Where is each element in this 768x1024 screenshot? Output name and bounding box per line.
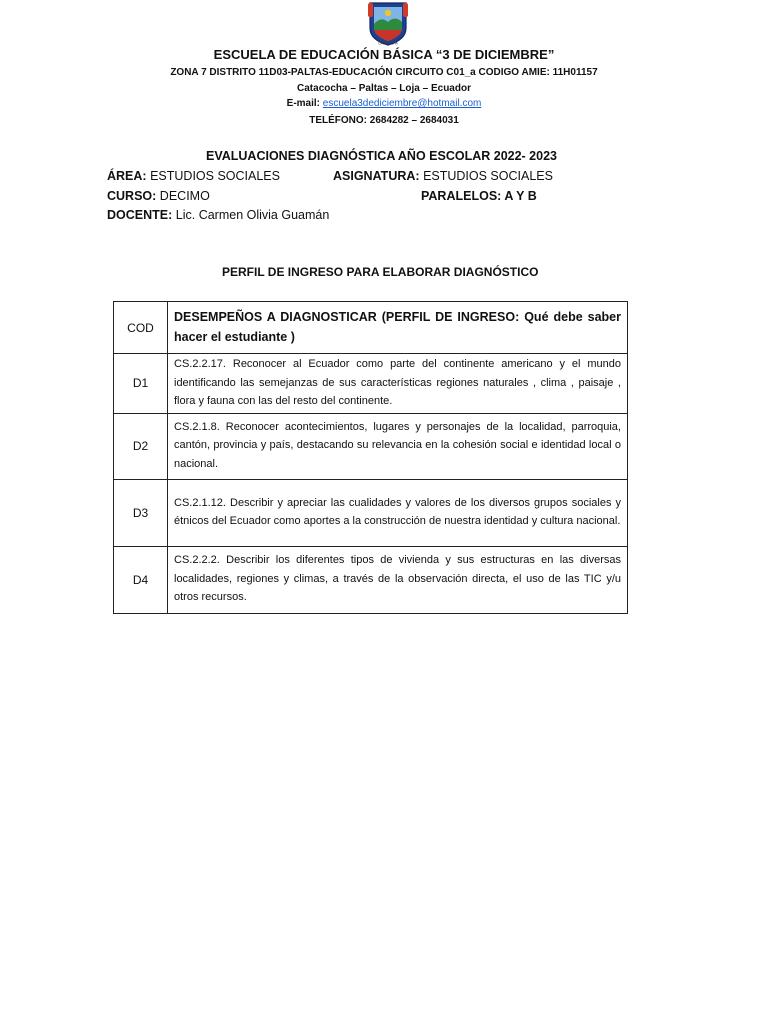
row-cod: D2: [114, 413, 168, 479]
evaluation-title: EVALUACIONES DIAGNÓSTICA AÑO ESCOLAR 2022- 2023: [206, 149, 557, 163]
row-cod: D4: [114, 546, 168, 613]
perfil-title: PERFIL DE INGRESO PARA ELABORAR DIAGNÓSTICO: [222, 265, 539, 279]
asignatura-field: [333, 169, 553, 183]
email-label: E-mail:: [286, 98, 320, 109]
paralelos-field: PARALELOS: A Y B: [421, 189, 537, 203]
area-field: [107, 169, 280, 183]
email-link[interactable]: escuela3dediciembre@hotmail.com: [322, 98, 482, 109]
email-line: [0, 98, 768, 109]
curso-field: [107, 189, 210, 203]
header-desempenos: DESEMPEÑOS A DIAGNOSTICAR (PERFIL DE INGRESO: Qué debe saber hacer el estudiante ): [168, 302, 628, 354]
docente-value: Lic. Carmen Olivia Guamán: [175, 208, 330, 222]
table-row: [114, 546, 628, 613]
row-cod: D1: [114, 354, 168, 414]
asignatura-label: ASIGNATURA:: [333, 169, 420, 183]
asignatura-value: ESTUDIOS SOCIALES: [423, 169, 553, 183]
school-name: ESCUELA DE EDUCACIÓN BÁSICA “3 DE DICIEMBRE”: [213, 47, 555, 62]
row-cod: D3: [114, 479, 168, 546]
docente-field: [107, 208, 329, 222]
table-header-row: [114, 302, 628, 354]
row-desempeno: CS.2.2.17. Reconocer al Ecuador como parte del continente americano y el mundo identificando las semejanzas de sus características regiones naturales , clima , paisaje , flora y fauna con las del resto del continente.: [168, 354, 628, 414]
phone-line: TELÉFONO: 2684282 – 2684031: [309, 115, 459, 126]
logo-caption: CATACOCHA: [378, 41, 398, 46]
area-label: ÁREA:: [107, 169, 147, 183]
curso-value: DECIMO: [159, 189, 210, 203]
curso-label: CURSO:: [107, 189, 157, 203]
row-desempeno: CS.2.1.8. Reconocer acontecimientos, lugares y personajes de la localidad, parroquia, cantón, provincia y país, destacando su relevancia en la cohesión social e identidad local o nacional.: [168, 413, 628, 479]
area-value: ESTUDIOS SOCIALES: [150, 169, 280, 183]
header-cod: COD: [114, 302, 168, 354]
row-desempeno: CS.2.2.2. Describir los diferentes tipos de vivienda y sus estructuras en las diversas localidades, regiones y climas, a través de la observación directa, el uso de las TIC y/u otros recursos.: [168, 546, 628, 613]
table-row: [114, 479, 628, 546]
school-crest-logo: [366, 0, 410, 46]
perfil-table: [113, 301, 628, 614]
location-line: Catacocha – Paltas – Loja – Ecuador: [297, 83, 471, 94]
table-row: [114, 413, 628, 479]
table-row: [114, 354, 628, 414]
docente-label: DOCENTE:: [107, 208, 173, 222]
row-desempeno: CS.2.1.12. Describir y apreciar las cualidades y valores de los diversos grupos sociales y étnicos del Ecuador como aportes a la construcción de nuestra identidad y cultura nacional.: [168, 479, 628, 546]
zone-district-line: ZONA 7 DISTRITO 11D03-PALTAS-EDUCACIÓN CIRCUITO C01_a CODIGO AMIE: 11H01157: [170, 67, 598, 78]
